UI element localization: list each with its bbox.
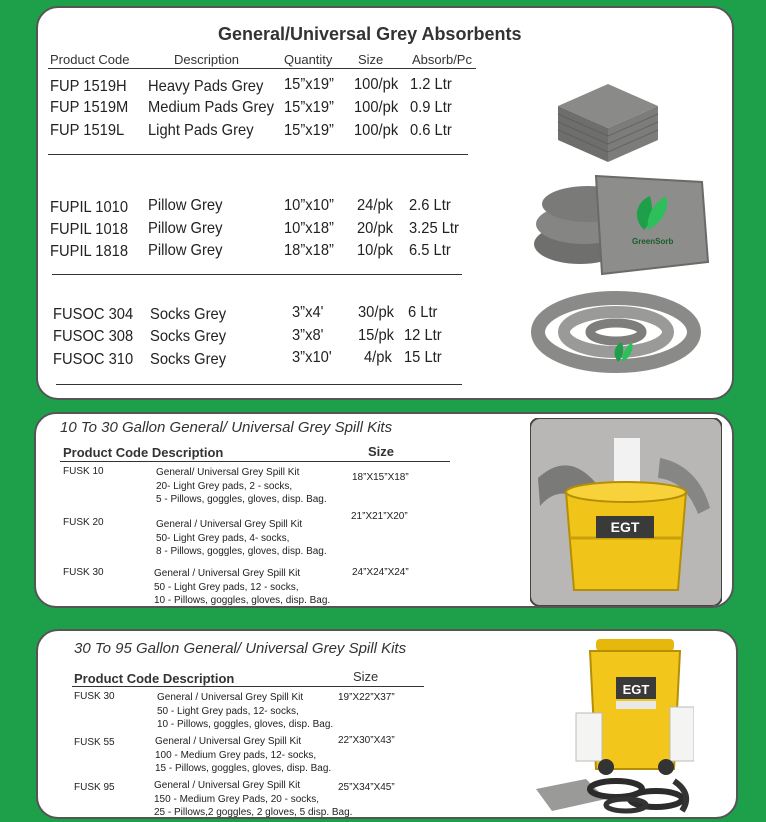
product-absorb: 2.6 Ltr: [409, 197, 451, 214]
header-product-code-description: Product Code Description: [74, 671, 235, 686]
product-description: Pillow Grey: [148, 197, 223, 214]
kit-description: [156, 518, 327, 559]
grey-pillows-photo: [532, 166, 710, 278]
kit-description: [154, 779, 352, 819]
kit-description-line: 25 - Pillows,2 goggles, 2 gloves, 5 disp. Bag.: [154, 807, 353, 818]
product-code: FUSOC 310: [53, 351, 134, 368]
product-description: Pillow Grey: [148, 242, 223, 259]
product-size: 100/pk: [354, 122, 399, 139]
spill-kits-10-30-panel: [34, 412, 734, 608]
egt-brand-label: EGT: [610, 519, 640, 535]
product-size: 4/pk: [364, 349, 392, 366]
header-product-code-description: Product Code Description: [63, 445, 224, 460]
kit-code: FUSK 95: [74, 782, 115, 793]
kit-size: 19”X22”X37”: [338, 692, 395, 703]
header-product-code: Product Code: [50, 52, 130, 67]
kit-size: 24”X24”X24”: [352, 567, 409, 578]
kit-description-line: 100 - Medium Grey pads, 12- socks,: [155, 749, 317, 761]
header-description: Description: [174, 52, 240, 67]
header-absorb: Absorb/Pc: [412, 52, 472, 67]
product-size: 10/pk: [357, 242, 394, 259]
kit-description: [156, 466, 327, 507]
kit-description: [154, 567, 330, 608]
product-size: 100/pk: [354, 76, 399, 93]
kit-code: FUSK 10: [63, 466, 104, 477]
product-absorb: 12 Ltr: [404, 327, 442, 344]
kit-code: FUSK 55: [74, 737, 115, 748]
group-divider: [56, 384, 462, 385]
kit-size: 22”X30”X43”: [338, 735, 395, 746]
grey-pads-photo: [538, 66, 666, 166]
product-description: Light Pads Grey: [148, 122, 254, 139]
kit-description-line: 15 - Pillows, goggles, gloves, disp. Bag.: [155, 763, 332, 774]
product-code: FUP 1519H: [50, 78, 127, 95]
product-description: Medium Pads Grey: [148, 99, 274, 116]
kit-size: 25”X34”X45”: [338, 782, 395, 793]
product-absorb: 6 Ltr: [408, 304, 438, 321]
spill-kits-10-30-title: 10 To 30 Gallon General/ Universal Grey Spill Kits: [60, 419, 393, 436]
absorbents-title: General/Universal Grey Absorbents: [218, 24, 522, 44]
product-size: 100/pk: [354, 99, 399, 116]
kit-description-line: 5 - Pillows, goggles, gloves, disp. Bag.: [156, 494, 327, 505]
product-code: FUSOC 308: [53, 328, 134, 345]
wheeled-bin-kit-photo: [526, 639, 694, 817]
greensorb-logo-text: GreenSorb: [632, 237, 674, 246]
product-quantity: 3”x8': [292, 327, 324, 344]
header-rule: [60, 461, 450, 462]
product-size: 24/pk: [357, 197, 394, 214]
product-quantity: 15”x19”: [284, 122, 334, 139]
kit-description-line: 150 - Medium Grey Pads, 20 - socks,: [154, 793, 320, 805]
header-quantity: Quantity: [284, 52, 333, 67]
kit-description-line: General / Universal Grey Spill Kit: [154, 568, 301, 579]
header-rule: [72, 686, 424, 687]
product-code: FUPIL 1018: [50, 221, 129, 238]
kit-description-line: 20- Light Grey pads, 2 - socks,: [156, 480, 293, 492]
product-code: FUP 1519L: [50, 122, 125, 139]
header-size: Size: [368, 444, 395, 459]
product-quantity: 18”x18”: [284, 242, 334, 259]
header-rule: [48, 68, 476, 69]
product-absorb: 1.2 Ltr: [410, 76, 452, 93]
kit-description-line: General / Universal Grey Spill Kit: [155, 736, 302, 747]
product-description: Socks Grey: [150, 306, 227, 323]
product-absorb: 15 Ltr: [404, 349, 442, 366]
product-quantity: 3”x4': [292, 304, 324, 321]
kit-description-line: General / Universal Grey Spill Kit: [156, 519, 303, 530]
kit-size: 21”X21”X20”: [351, 511, 408, 522]
product-quantity: 15”x19”: [284, 76, 334, 93]
header-size: Size: [353, 669, 379, 684]
absorbents-panel: [36, 6, 734, 400]
kit-code: FUSK 30: [74, 691, 115, 702]
kit-description-line: 8 - Pillows, goggles, gloves, disp. Bag.: [156, 546, 327, 557]
product-absorb: 3.25 Ltr: [409, 220, 459, 237]
product-quantity: 10”x18”: [284, 220, 334, 237]
grey-socks-photo: [530, 282, 702, 378]
product-size: 20/pk: [357, 220, 394, 237]
kit-description-line: 10 - Pillows, goggles, gloves, disp. Bag.: [157, 719, 334, 730]
kit-description-line: General / Universal Grey Spill Kit: [154, 780, 301, 791]
kit-code: FUSK 20: [63, 517, 104, 528]
product-description: Socks Grey: [150, 351, 227, 368]
product-absorb: 6.5 Ltr: [409, 242, 451, 259]
spill-kits-30-95-title: 30 To 95 Gallon General/ Universal Grey Spill Kits: [74, 640, 407, 657]
product-size: 15/pk: [358, 327, 395, 344]
product-description: Socks Grey: [150, 328, 227, 345]
group-divider: [48, 154, 468, 155]
kit-description-line: 50 - Light Grey pads, 12- socks,: [157, 705, 299, 717]
product-absorb: 0.6 Ltr: [410, 122, 452, 139]
header-size: Size: [358, 52, 384, 67]
product-quantity: 15”x19”: [284, 99, 334, 116]
product-description: Heavy Pads Grey: [148, 78, 264, 95]
product-code: FUPIL 1010: [50, 199, 129, 216]
egt-brand-label: EGT: [622, 682, 650, 697]
kit-size: 18”X15”X18”: [352, 472, 409, 483]
kit-description-line: 10 - Pillows, goggles, gloves, disp. Bag.: [154, 595, 331, 606]
kit-code: FUSK 30: [63, 567, 104, 578]
product-quantity: 10”x10”: [284, 197, 334, 214]
kit-description-line: 50- Light Grey pads, 4- socks,: [156, 532, 290, 544]
kit-description: [157, 691, 333, 732]
product-code: FUP 1519M: [50, 99, 129, 116]
spill-kit-drum-photo: [530, 418, 722, 606]
product-code: FUSOC 304: [53, 306, 134, 323]
product-size: 30/pk: [358, 304, 395, 321]
kit-description-line: General / Universal Grey Spill Kit: [157, 692, 304, 703]
kit-description-line: 50 - Light Grey pads, 12 - socks,: [154, 581, 299, 593]
group-divider: [52, 274, 462, 275]
product-quantity: 3”x10': [292, 349, 332, 366]
product-code: FUPIL 1818: [50, 243, 129, 260]
product-description: Pillow Grey: [148, 220, 223, 237]
spill-kits-30-95-panel: [36, 629, 738, 819]
kit-description-line: General/ Universal Grey Spill Kit: [156, 467, 300, 478]
product-absorb: 0.9 Ltr: [410, 99, 452, 116]
kit-description: [155, 735, 331, 776]
